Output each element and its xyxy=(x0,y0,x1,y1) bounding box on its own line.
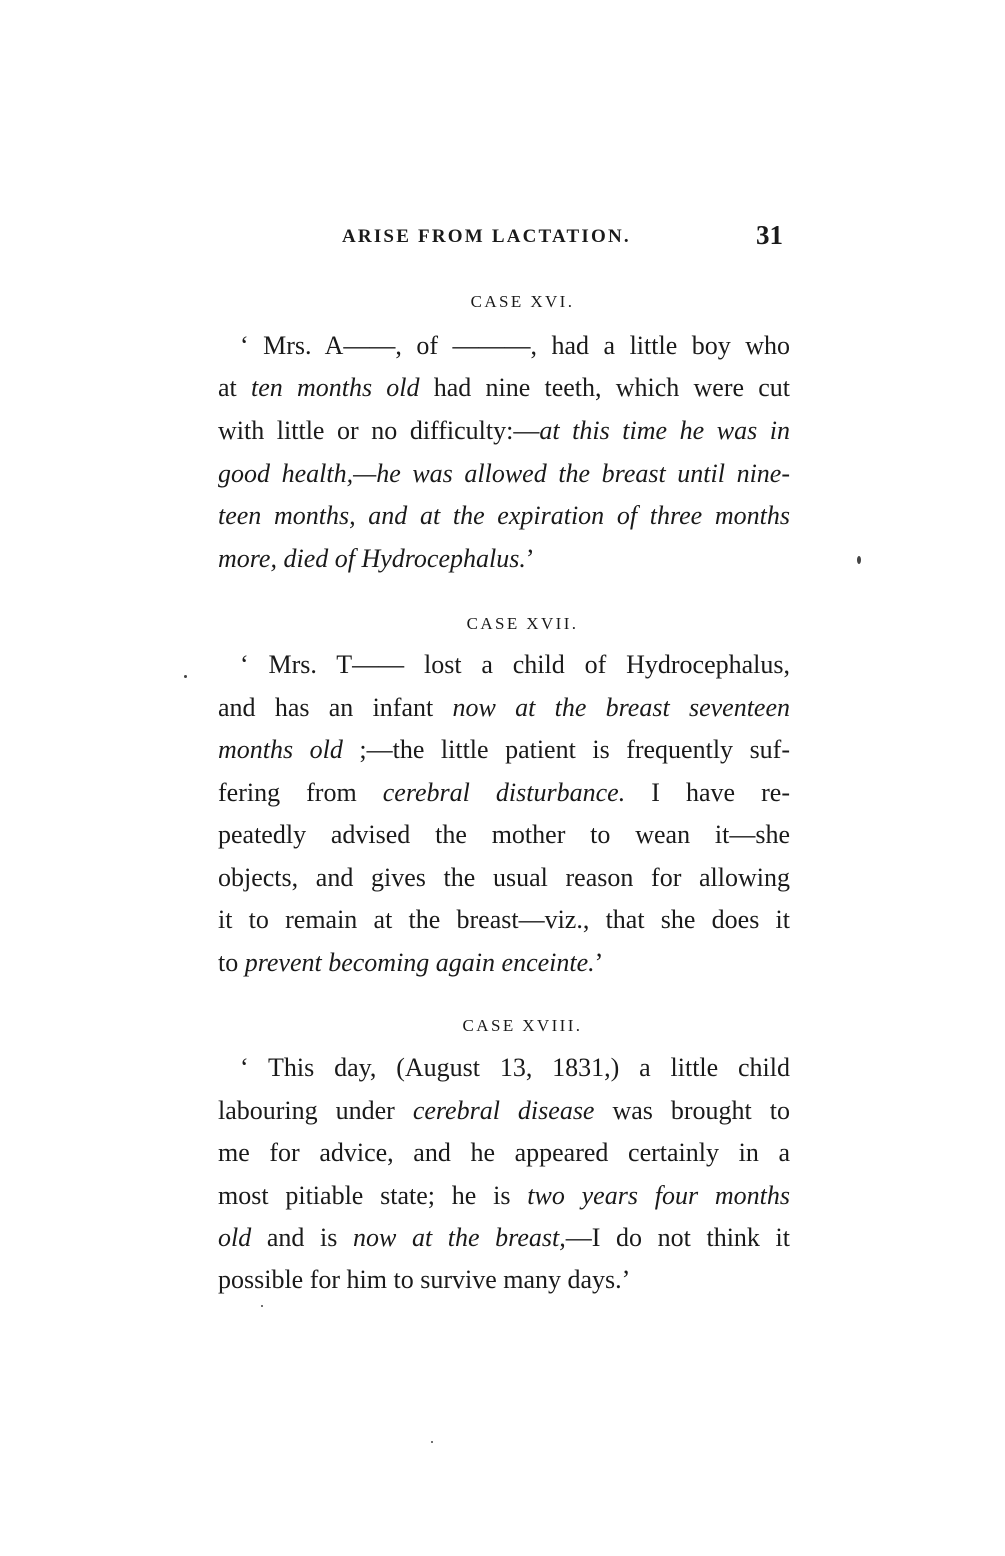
case-18-heading: CASE XVIII. xyxy=(462,1016,583,1035)
case-18-line-4: most pitiable state; he is two years four months xyxy=(218,1181,790,1210)
case-17-line-1: ‘ Mrs. T—— lost a child of Hydrocephalus, xyxy=(240,650,790,679)
case-16-line-5: teen months, and at the expiration of three months xyxy=(218,501,790,530)
case-17-line-6: objects, and gives the usual reason for allowing xyxy=(218,863,790,892)
case-16-line-2: at ten months old had nine teeth, which were cut xyxy=(218,373,790,402)
scan-speck xyxy=(261,1305,263,1307)
case-17-line-4: fering from cerebral disturbance. I have re- xyxy=(218,778,790,807)
case-17-line-5: peatedly advised the mother to wean it—she xyxy=(218,820,790,849)
case-18-line-1: ‘ This day, (August 13, 1831,) a little child xyxy=(240,1053,790,1082)
scan-speck xyxy=(184,675,187,678)
case-17-line-3: months old ;—the little patient is frequently suf- xyxy=(218,735,790,764)
case-18-line-3: me for advice, and he appeared certainly in a xyxy=(218,1138,790,1167)
page-number: 31 xyxy=(756,220,783,250)
case-18-line-6: possible for him to survive many days.’ xyxy=(218,1265,631,1294)
scan-speck xyxy=(431,1441,433,1443)
case-16-line-1: ‘ Mrs. A——, of ———, had a little boy who xyxy=(240,331,790,360)
scan-speck xyxy=(857,556,861,564)
running-title: ARISE FROM LACTATION. xyxy=(342,226,631,247)
case-17-line-8: to prevent becoming again enceinte.’ xyxy=(218,948,604,977)
case-17-heading: CASE XVII. xyxy=(466,614,579,633)
case-17-line-2: and has an infant now at the breast seventeen xyxy=(218,693,791,722)
case-18-line-2: labouring under cerebral disease was brought to xyxy=(218,1096,791,1125)
case-16-line-6: more, died of Hydrocephalus.’ xyxy=(218,544,535,573)
case-16-line-3: with little or no difficulty:—at this time he was in xyxy=(218,416,790,445)
running-head xyxy=(342,220,792,252)
case-17-line-7: it to remain at the breast—viz., that she does it xyxy=(218,905,790,934)
case-18-line-5: old and is now at the breast,—I do not think it xyxy=(218,1223,790,1252)
case-16-heading: CASE XVI. xyxy=(470,292,575,311)
case-16-line-4: good health,—he was allowed the breast until nine- xyxy=(218,459,790,488)
